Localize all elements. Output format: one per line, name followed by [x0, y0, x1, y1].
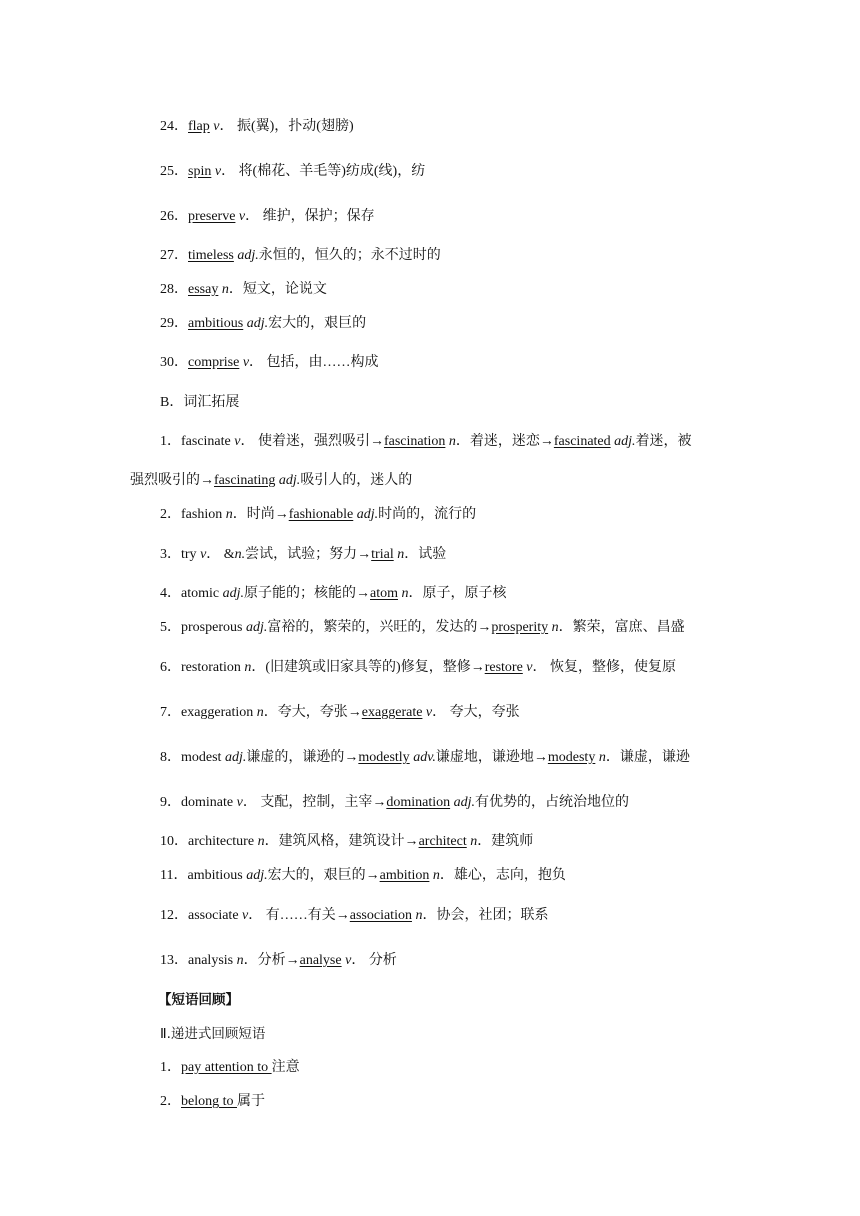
derived-meaning: 恢复，整修，使复原 [550, 660, 677, 675]
vocab-meaning: 包括，由……构成 [266, 355, 379, 370]
item-number: 1． [160, 1060, 181, 1075]
derived-word: fascination [383, 434, 446, 449]
part-of-speech: adj. [614, 434, 636, 449]
phrase-item [160, 1059, 300, 1077]
derived-meaning: 试验 [418, 547, 447, 562]
base-word: ambitious [187, 868, 243, 883]
vocab-item-continuation [130, 472, 412, 490]
base-word: atomic [181, 586, 220, 601]
phrase-text: pay attention to [181, 1060, 272, 1075]
vocab-item [160, 704, 520, 722]
part-of-speech: v [345, 953, 352, 968]
item-number: 26． [160, 209, 188, 224]
vocab-item [160, 208, 375, 226]
derived-word: modesty [547, 750, 596, 765]
base-meaning: 原子能的；核能的→ [244, 586, 370, 601]
item-number: 28． [160, 282, 188, 297]
vocab-item [160, 433, 692, 451]
vocab-item [160, 315, 366, 333]
pos-dot: ． [404, 547, 419, 562]
vocab-meaning: 永恒的，恒久的；永不过时的 [258, 248, 441, 263]
item-number: 2． [160, 1094, 181, 1109]
base-meaning: 时尚→ [246, 507, 289, 522]
part-of-speech: v [238, 209, 246, 224]
pos-dot: ． [605, 750, 620, 765]
derived-word: fascinated [553, 434, 611, 449]
pos-dot: ． [264, 834, 279, 849]
vocab-item [160, 585, 507, 603]
vocab-item [160, 281, 327, 299]
derived-meaning: 有优势的，占统治地位的 [475, 795, 629, 810]
base-word: fascinate [181, 434, 231, 449]
vocab-meaning: 短文，论说文 [242, 282, 327, 297]
phrase-meaning: 属于 [237, 1094, 265, 1109]
part-of-speech: v [200, 547, 207, 562]
part-of-speech: v [234, 434, 241, 449]
derived-word: atom [370, 586, 398, 601]
item-number: 11． [160, 868, 188, 883]
base-word: associate [188, 908, 239, 923]
derived-meaning: 着迷，迷恋→ [469, 434, 554, 449]
part-of-speech: n [598, 750, 606, 765]
vocab-item [160, 659, 676, 677]
item-number: 4． [160, 586, 181, 601]
vocab-word: essay [188, 282, 219, 297]
phrase-text: belong to [181, 1094, 237, 1109]
vocab-item [160, 907, 548, 925]
vocab-word: timeless [188, 248, 234, 263]
base-meaning: 夸大，夸张→ [277, 705, 362, 720]
base-word: fashion [181, 507, 223, 522]
base-word: prosperous [181, 620, 243, 635]
pos-dot: ． [248, 908, 263, 923]
vocab-item [160, 749, 690, 767]
item-number: 25． [160, 164, 188, 179]
pos-dot: ． [221, 164, 236, 179]
base-meaning: 支配，控制，主宰→ [260, 795, 387, 810]
vocab-item [160, 163, 425, 181]
item-number: 30． [160, 355, 188, 370]
pos-dot: ． [206, 547, 221, 562]
item-number: 6． [160, 660, 181, 675]
base-meaning: 有……有关→ [265, 908, 350, 923]
part-of-speech: v [213, 119, 220, 134]
part-of-speech: n [432, 868, 440, 883]
part-of-speech: adj. [245, 620, 268, 635]
pos-dot: ． [477, 834, 492, 849]
base-word: dominate [181, 795, 234, 810]
item-number: 9． [160, 795, 181, 810]
derived-word: analyse [299, 953, 342, 968]
vocab-word: ambitious [188, 316, 244, 331]
item-number: 29． [160, 316, 188, 331]
vocab-item [160, 506, 476, 524]
part-of-speech: n. [234, 547, 246, 562]
vocab-word: spin [188, 164, 212, 179]
base-meaning: & [220, 547, 235, 562]
derived-meaning: 原子，原子核 [422, 586, 507, 601]
part-of-speech: adj. [246, 316, 269, 331]
pos-dot: ． [228, 282, 243, 297]
pos-dot: ． [351, 953, 366, 968]
part-of-speech: adv. [413, 750, 436, 765]
item-number: 5． [160, 620, 181, 635]
base-meaning: (旧建筑或旧家具等的)修复，整修→ [265, 660, 485, 675]
part-of-speech: adj. [237, 248, 259, 263]
item-number: 2． [160, 507, 181, 522]
item-number: 8． [160, 750, 181, 765]
base-meaning: 尝试，试验；努力→ [245, 547, 372, 562]
continuation-text: 强烈吸引的→ [130, 473, 214, 488]
derived-word: modestly [358, 750, 410, 765]
part-of-speech: n [401, 586, 409, 601]
part-of-speech: v [526, 660, 533, 675]
base-meaning: 谦虚的，谦逊的→ [246, 750, 359, 765]
item-number: 13． [160, 953, 188, 968]
base-word: try [181, 547, 197, 562]
pos-dot: ． [243, 953, 258, 968]
part-of-speech: n [448, 434, 456, 449]
base-word: exaggeration [181, 705, 254, 720]
part-of-speech: n [221, 282, 229, 297]
base-meaning: 分析→ [257, 953, 300, 968]
base-meaning: 建筑风格，建筑设计→ [278, 834, 419, 849]
base-word: analysis [188, 953, 234, 968]
base-meaning: 富裕的，繁荣的，兴旺的，发达的→ [267, 620, 492, 635]
derived-meaning: 谦虚地，谦逊地→ [435, 750, 548, 765]
part-of-speech: v [214, 164, 222, 179]
derived-word: fashionable [288, 507, 354, 522]
vocab-item [160, 619, 685, 637]
item-number: 24． [160, 119, 188, 134]
derived-word: association [349, 908, 412, 923]
part-of-speech: v [242, 355, 250, 370]
pos-dot: ． [432, 705, 447, 720]
part-of-speech: adj. [278, 473, 301, 488]
vocab-item [160, 546, 446, 564]
vocab-item [160, 118, 354, 136]
derived-word: architect [418, 834, 467, 849]
derived-meaning: 繁荣，富庶、昌盛 [572, 620, 685, 635]
derived-meaning: 雄心，志向，抱负 [453, 868, 566, 883]
pos-dot: ． [263, 705, 278, 720]
part-of-speech: v [425, 705, 433, 720]
part-of-speech: v [242, 908, 249, 923]
derived-word: trial [371, 547, 394, 562]
base-word: restoration [181, 660, 241, 675]
pos-dot: ． [219, 119, 234, 134]
derived-meaning: 分析 [368, 953, 397, 968]
part-of-speech: n [256, 705, 264, 720]
vocab-item [160, 247, 441, 265]
derived-meaning: 吸引人的，迷人的 [300, 473, 413, 488]
derived-meaning: 建筑师 [491, 834, 534, 849]
derived-meaning: 夸大，夸张 [449, 705, 520, 720]
vocab-item [160, 867, 566, 885]
item-number: 10． [160, 834, 188, 849]
phrase-meaning: 注意 [271, 1060, 300, 1075]
pos-dot: ． [532, 660, 547, 675]
part-of-speech: n [244, 660, 252, 675]
vocab-item [160, 952, 397, 970]
derived-word: prosperity [491, 620, 549, 635]
part-of-speech: adj. [222, 586, 244, 601]
vocab-meaning: 维护，保护；保存 [262, 209, 375, 224]
vocab-item [160, 354, 379, 372]
vocab-word: comprise [188, 355, 240, 370]
vocab-meaning: 振(翼)，扑动(翅膀) [236, 119, 354, 134]
part-of-speech: adj. [224, 750, 247, 765]
derived-meaning: 着迷，被 [635, 434, 692, 449]
derived-meaning: 时尚的，流行的 [378, 507, 477, 522]
vocab-item [160, 833, 533, 851]
item-number: 12． [160, 908, 188, 923]
base-word: modest [181, 750, 222, 765]
pos-dot: ． [240, 434, 255, 449]
derived-meaning: 谦虚，谦逊 [619, 750, 690, 765]
vocab-word: preserve [188, 209, 236, 224]
part-of-speech: n [551, 620, 559, 635]
phrase-review-heading: 【短语回顾】 [158, 992, 239, 1008]
part-of-speech: adj. [246, 868, 268, 883]
pos-dot: ． [251, 660, 266, 675]
vocab-item [160, 794, 629, 812]
derived-word: ambition [379, 868, 430, 883]
section-heading: B．词汇拓展 [160, 395, 240, 410]
part-of-speech: n [236, 953, 244, 968]
pos-dot: ． [558, 620, 573, 635]
pos-dot: ． [232, 507, 247, 522]
part-of-speech: v [236, 795, 243, 810]
part-of-speech: n [257, 834, 265, 849]
pos-dot: ． [439, 868, 454, 883]
phrase-sub-heading: Ⅱ.递进式回顾短语 [160, 1026, 266, 1042]
part-of-speech: n [470, 834, 478, 849]
base-meaning: 宏大的，艰巨的→ [267, 868, 380, 883]
pos-dot: ． [245, 209, 260, 224]
derived-word: exaggerate [361, 705, 423, 720]
part-of-speech: n [225, 507, 233, 522]
part-of-speech: adj. [453, 795, 475, 810]
vocab-word: flap [188, 119, 210, 134]
pos-dot: ． [249, 355, 264, 370]
pos-dot: ． [242, 795, 257, 810]
item-number: 3． [160, 547, 181, 562]
pos-dot: ． [455, 434, 470, 449]
derived-word: fascinating [214, 473, 276, 488]
derived-word: restore [484, 660, 523, 675]
phrase-item [160, 1093, 265, 1111]
part-of-speech: adj. [356, 507, 379, 522]
part-of-speech: n [397, 547, 405, 562]
base-meaning: 使着迷，强烈吸引→ [257, 434, 384, 449]
vocab-meaning: 将(棉花、羊毛等)纺成(线)，纺 [238, 164, 426, 179]
derived-meaning: 协会，社团；联系 [436, 908, 549, 923]
item-number: 1． [160, 434, 181, 449]
base-word: architecture [188, 834, 255, 849]
item-number: 7． [160, 705, 181, 720]
vocab-meaning: 宏大的，艰巨的 [268, 316, 367, 331]
item-number: 27． [160, 248, 188, 263]
pos-dot: ． [422, 908, 437, 923]
derived-word: domination [386, 795, 451, 810]
part-of-speech: n [415, 908, 423, 923]
pos-dot: ． [408, 586, 423, 601]
